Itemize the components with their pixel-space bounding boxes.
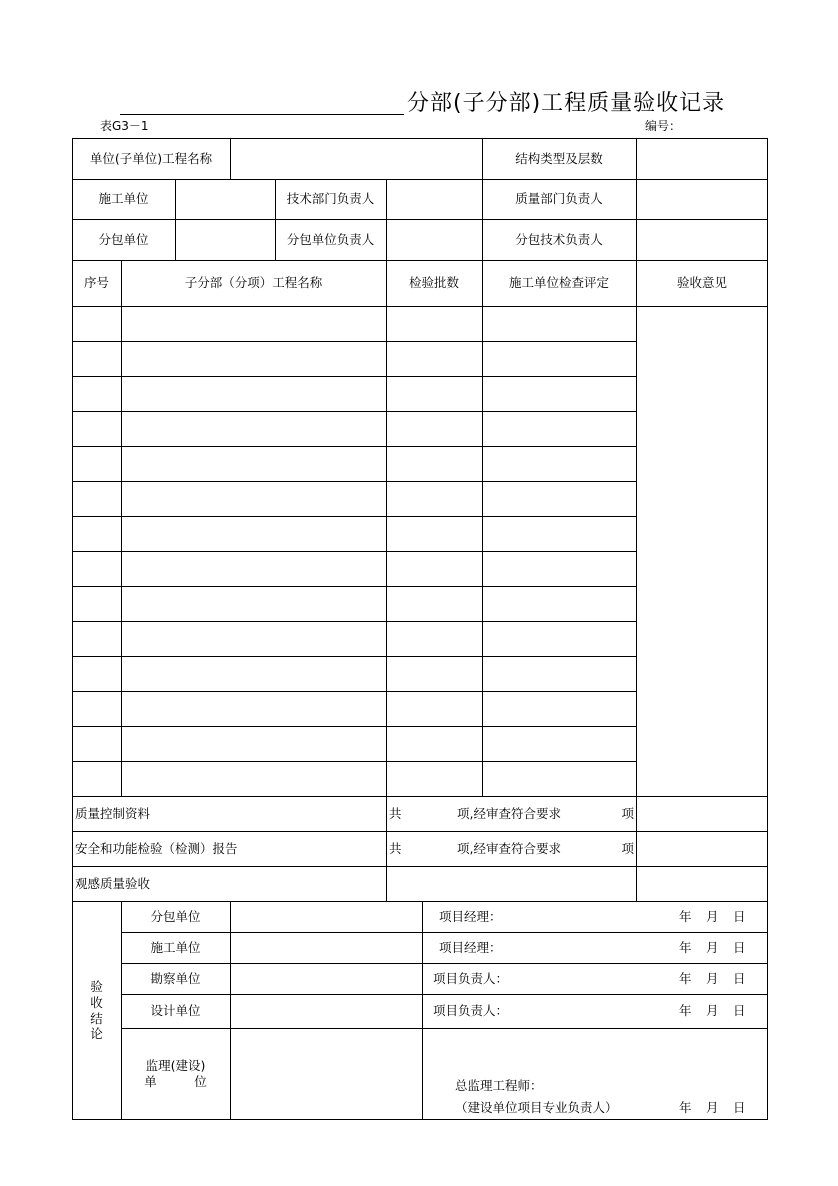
- form-number: 表G3－1: [100, 119, 149, 133]
- page-title: 分部(子分部)工程质量验收记录: [407, 91, 726, 116]
- grid-line: [175, 179, 176, 260]
- grid-line: [72, 481, 636, 482]
- quality-docs-total-prefix: 共: [389, 805, 402, 821]
- grid-line: [72, 761, 636, 762]
- grid-line: [230, 138, 231, 179]
- conclusion-unit-survey: 勘察单位: [150, 970, 201, 986]
- grid-line: [72, 179, 768, 180]
- grid-line: [121, 260, 122, 796]
- grid-line: [230, 901, 231, 1120]
- conclusion-role-design: 项目负责人：: [433, 1003, 509, 1019]
- grid-line: [636, 138, 637, 260]
- grid-line: [121, 1028, 768, 1029]
- grid-line: [482, 260, 483, 796]
- quality-dept-head-label: 质量部门负责人: [515, 191, 603, 207]
- tech-dept-head-label: 技术部门负责人: [286, 191, 375, 207]
- grid-line: [72, 306, 768, 307]
- date-year: 年: [679, 970, 692, 986]
- quality-docs-reviewed-text: 项,经审查符合要求: [457, 805, 561, 821]
- unit-name-label: 单位(子单位)工程名称: [89, 150, 213, 166]
- date-day: 日: [733, 939, 746, 955]
- conclusion-label: [72, 901, 121, 1120]
- date-year: 年: [679, 1100, 692, 1116]
- conclusion-unit-design: 设计单位: [150, 1003, 201, 1019]
- conclusion-char: 验: [90, 979, 103, 995]
- quality-docs-label: 质量控制资料: [75, 805, 151, 821]
- appearance-quality-label: 观感质量验收: [75, 875, 151, 891]
- conclusion-unit-subcontract: 分包单位: [150, 908, 201, 924]
- conclusion-role-survey: 项目负责人：: [433, 970, 509, 986]
- grid-line: [72, 341, 636, 342]
- conclusion-unit-supervision: [121, 1058, 230, 1090]
- grid-line: [72, 411, 636, 412]
- grid-line: [422, 901, 423, 1120]
- date-day: 日: [733, 1100, 746, 1116]
- subcontract-unit-label: 分包单位: [98, 231, 149, 247]
- grid-line: [72, 726, 636, 727]
- conclusion-role-subcontract: 项目经理：: [439, 908, 502, 924]
- safety-report-total-prefix: 共: [389, 840, 402, 856]
- safety-report-label: 安全和功能检验（检测）报告: [75, 840, 238, 856]
- grid-line: [72, 586, 636, 587]
- supervision-line-1: 监理(建设): [145, 1058, 206, 1074]
- date-year: 年: [679, 1003, 692, 1019]
- column-header-batches: 检验批数: [408, 275, 459, 291]
- grid-line: [72, 516, 636, 517]
- title-underline: [120, 114, 404, 115]
- column-header-name: 子分部（分项）工程名称: [184, 275, 323, 291]
- conclusion-unit-construction: 施工单位: [150, 939, 201, 955]
- grid-line: [72, 219, 768, 220]
- inspection-record-form: [72, 138, 768, 1120]
- safety-report-reviewed-text: 项,经审查符合要求: [457, 840, 561, 856]
- grid-line: [72, 691, 636, 692]
- conclusion-char: 结: [90, 1010, 103, 1026]
- grid-line: [636, 260, 637, 901]
- supervision-line-2: 单 位: [144, 1074, 207, 1089]
- grid-line: [386, 179, 387, 260]
- conclusion-char: 论: [90, 1026, 103, 1042]
- column-header-opinion: 验收意见: [676, 275, 727, 291]
- column-header-no: 序号: [83, 275, 109, 291]
- structure-type-label: 结构类型及层数: [515, 150, 603, 166]
- grid-line: [72, 376, 636, 377]
- date-month: 月: [706, 908, 719, 924]
- date-month: 月: [706, 1003, 719, 1019]
- construction-unit-label: 施工单位: [98, 191, 149, 207]
- date-year: 年: [679, 908, 692, 924]
- date-year: 年: [679, 939, 692, 955]
- date-day: 日: [733, 1003, 746, 1019]
- date-month: 月: [706, 970, 719, 986]
- grid-line: [72, 446, 636, 447]
- date-day: 日: [733, 908, 746, 924]
- owner-representative: （建设单位项目专业负责人）: [455, 1100, 618, 1116]
- serial-number-label: 编号：: [645, 119, 682, 133]
- chief-supervision-engineer: 总监理工程师：: [455, 1078, 543, 1094]
- conclusion-role-construction: 项目经理：: [439, 939, 502, 955]
- grid-line: [72, 656, 636, 657]
- grid-line: [72, 621, 636, 622]
- column-header-evaluation: 施工单位检查评定: [508, 275, 609, 291]
- grid-line: [72, 551, 636, 552]
- date-day: 日: [733, 970, 746, 986]
- date-month: 月: [706, 939, 719, 955]
- conclusion-char: 收: [90, 994, 103, 1010]
- safety-report-item-suffix: 项: [621, 840, 634, 856]
- subcontract-unit-head-label: 分包单位负责人: [286, 231, 375, 247]
- quality-docs-item-suffix: 项: [621, 805, 634, 821]
- date-month: 月: [706, 1100, 719, 1116]
- subcontract-tech-head-label: 分包技术负责人: [515, 231, 603, 247]
